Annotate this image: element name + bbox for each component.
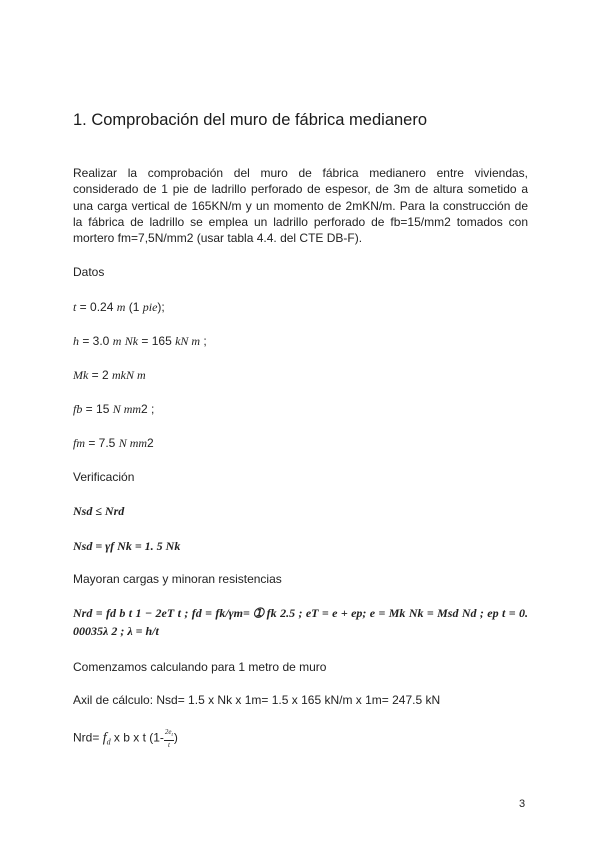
nk-unit: kN m: [175, 334, 201, 348]
mk-unit: mkN m: [112, 368, 146, 382]
numerator-text: 2e: [164, 728, 172, 736]
t-paren-open: (1: [125, 300, 143, 314]
datos-label: Datos: [73, 265, 105, 279]
h-unit: m: [112, 334, 122, 348]
page-number: 3: [519, 798, 526, 810]
nrd-suffix: ): [173, 730, 178, 745]
nrd-prefix: Nrd=: [73, 730, 103, 745]
h-value: = 3.0: [79, 334, 113, 348]
eccentricity-fraction: [164, 728, 174, 749]
nk-symbol: Nk: [124, 334, 139, 348]
section-heading: 1. Comprobación del muro de fábrica medianero: [73, 111, 428, 129]
verificacion-label: Verificación: [73, 470, 135, 484]
t-unit: m: [116, 300, 126, 314]
nrd-mid: x b x t (1-: [110, 730, 164, 745]
t-pie: pie: [142, 300, 158, 314]
intro-paragraph: Realizar la comprobación del muro de fábrica medianero entre viviendas, considerado de 1 pie de ladrillo perforado de espesor, de 3m de altura sometido a una carga vertical de 165KN/m y un momento de 2mKN/m. Para la construcción de la fábrica de ladrillo se emplea un ladrillo perforado de fb=15/mm2 tomados con mortero fm=7,5N/mm2 (usar tabla 4.4. del CTE DB-F).: [73, 166, 528, 246]
t-symbol: t: [73, 300, 77, 314]
nrd-expression: [73, 728, 178, 749]
condition-nsd-formula: Nsd = γf Nk = 1. 5 Nk: [73, 539, 181, 553]
datos-fb: [73, 402, 154, 417]
h-symbol: h: [73, 334, 79, 348]
datos-t: [73, 300, 165, 315]
comenzamos-text: Comenzamos calculando para 1 metro de muro: [73, 660, 327, 674]
axil-calculo-text: Axil de cálculo: Nsd= 1.5 x Nk x 1m= 1.5 x 165 kN/m x 1m= 247.5 kN: [73, 693, 441, 707]
datos-mk: [73, 368, 146, 383]
fd-symbol: f: [102, 730, 107, 746]
condition-nsd-nrd: Nsd ≤ Nrd: [73, 504, 125, 518]
mk-symbol: Mk: [73, 368, 89, 382]
fraction-numerator: [164, 728, 174, 741]
nk-value: = 165: [138, 334, 176, 348]
datos-fm: [73, 436, 154, 451]
fm-exp: 2: [147, 436, 154, 450]
fm-value: = 7.5: [85, 436, 119, 450]
mk-value: = 2: [88, 368, 113, 382]
fb-symbol: fb: [73, 402, 83, 416]
fb-exp: 2 ;: [141, 402, 155, 416]
numerator-subscript: t: [171, 733, 173, 738]
mayoran-text: Mayoran cargas y minoran resistencias: [73, 572, 282, 586]
datos-h: [73, 334, 207, 349]
fb-unit: N mm: [112, 402, 142, 416]
t-value: = 0.24: [76, 300, 117, 314]
fraction-denominator: t: [167, 741, 170, 749]
nk-tail: ;: [200, 334, 207, 348]
fd-subscript: d: [106, 737, 111, 747]
t-paren-close: );: [157, 300, 165, 314]
fb-value: = 15: [82, 402, 113, 416]
fm-symbol: fm: [73, 436, 85, 450]
fm-unit: N mm: [118, 436, 148, 450]
nrd-formula-block: Nrd = fd b t 1 − 2eT t ; fd = fk/γm= ➀ fk 2.5 ; eT = e + ep; e = Mk Nk = Msd Nd ; ep t = 0. 00035λ 2 ; λ = h/t: [73, 606, 528, 638]
